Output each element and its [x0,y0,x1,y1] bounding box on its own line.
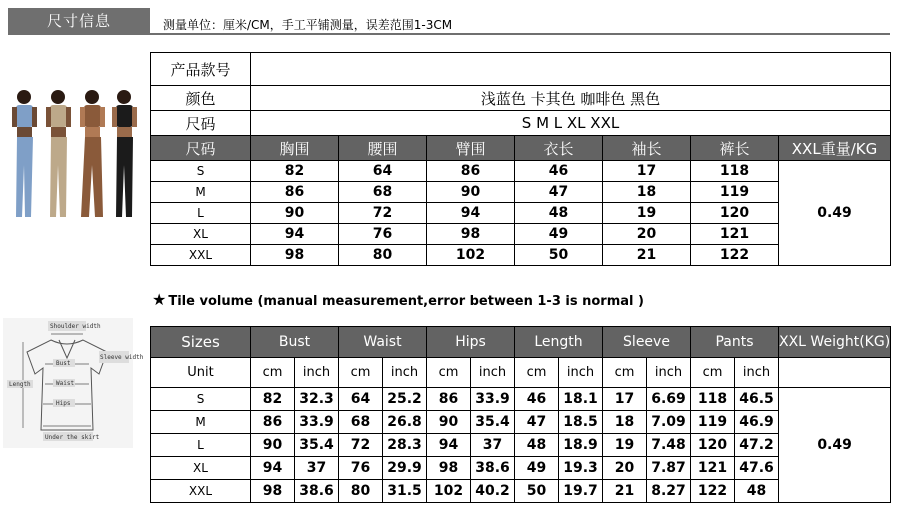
cell: 80 [339,245,427,266]
cell: 119 [691,182,779,203]
cell: 76 [339,457,383,480]
header-length: 衣长 [515,136,603,161]
color-value: 浅蓝色 卡其色 咖啡色 黑色 [251,86,891,111]
unit-cell: inch [735,358,779,388]
cell: 119 [691,411,735,434]
model-light-blue [12,90,37,217]
header-pants: Pants [691,327,779,358]
row-size: XL [151,224,251,245]
header-weight: XXL重量/KG [779,136,891,161]
cell: 32.3 [295,388,339,411]
header-sleeve: 袖长 [603,136,691,161]
cell: 120 [691,434,735,457]
unit-cell: inch [647,358,691,388]
cell: 50 [515,480,559,503]
cell: 118 [691,388,735,411]
unit-cell: inch [471,358,515,388]
size-rows [151,388,891,503]
cell: 37 [295,457,339,480]
measurement-note: 测量单位：厘米/CM，手工平铺测量，误差范围1-3CM [163,18,453,32]
cell: 68 [339,182,427,203]
cell: 21 [603,480,647,503]
cell: 19 [603,434,647,457]
cell: 86 [427,161,515,182]
product-code-value [251,53,891,86]
cell: 90 [427,182,515,203]
cell: 86 [427,388,471,411]
tile-volume-text: Tile volume (manual measurement,error between 1-3 is normal ) [168,294,644,309]
cell: 33.9 [471,388,515,411]
unit-cell: cm [691,358,735,388]
header-hips: 臂围 [427,136,515,161]
header-rule [8,33,890,35]
cell: 121 [691,457,735,480]
header-pants: 裤长 [691,136,779,161]
cell: 8.27 [647,480,691,503]
cell: 20 [603,224,691,245]
unit-row [151,358,891,388]
cell: 18 [603,411,647,434]
unit-cell: cm [339,358,383,388]
section-tab-size-info: 尺寸信息 [8,8,150,35]
models-photo [6,85,144,225]
cell: 7.09 [647,411,691,434]
unit-cell: cm [603,358,647,388]
cell: 33.9 [295,411,339,434]
cell: 72 [339,434,383,457]
cell: 120 [691,203,779,224]
cell: 72 [339,203,427,224]
cell: 98 [427,457,471,480]
cell: 94 [427,434,471,457]
label-length: Length [9,381,31,388]
cell: 40.2 [471,480,515,503]
cell: 46.9 [735,411,779,434]
cell: 46 [515,161,603,182]
cell: 46 [515,388,559,411]
header-length: Length [515,327,603,358]
unit-cell: inch [295,358,339,388]
cell: 38.6 [471,457,515,480]
cell: 35.4 [471,411,515,434]
cell: 80 [339,480,383,503]
cell: 48 [735,480,779,503]
cell: 47 [515,411,559,434]
cell: 82 [251,388,295,411]
size-list-value: S M L XL XXL [251,111,891,136]
cell: 28.3 [383,434,427,457]
header-size: 尺码 [151,136,251,161]
cell: 18.5 [559,411,603,434]
cell: 98 [251,480,295,503]
row-size: XL [151,457,251,480]
table-header-row [151,136,891,161]
unit-cell: inch [383,358,427,388]
cell: 94 [251,224,339,245]
cell: 46.5 [735,388,779,411]
model-coffee [80,90,105,217]
row-size: M [151,411,251,434]
cell: 25.2 [383,388,427,411]
row-size: M [151,182,251,203]
cell: 17 [603,388,647,411]
cell: 102 [427,480,471,503]
table-row [151,388,891,411]
label-under-skirt: Under the skirt [45,434,100,441]
cell: 48 [515,434,559,457]
cell: 90 [251,203,339,224]
tile-volume-note [152,290,644,309]
header-waist: Waist [339,327,427,358]
cell: 68 [339,411,383,434]
size-table-cn [150,52,891,266]
cell: 86 [251,182,339,203]
cell: 7.87 [647,457,691,480]
cell: 90 [427,411,471,434]
row-size: S [151,388,251,411]
cell: 98 [427,224,515,245]
cell: 64 [339,161,427,182]
color-row [151,86,891,111]
row-size: XXL [151,245,251,266]
weight-value: 0.49 [779,388,891,503]
model-black [112,90,137,217]
cell: 26.8 [383,411,427,434]
cell: 18.9 [559,434,603,457]
cell: 122 [691,245,779,266]
label-shoulder-width: Shoulder width [50,323,101,330]
weight-value: 0.49 [779,161,891,266]
product-code-row [151,53,891,86]
header-sizes: Sizes [151,327,251,358]
size-list-row [151,111,891,136]
header-sleeve: Sleeve [603,327,691,358]
cell: 17 [603,161,691,182]
unit-weight-blank [779,358,891,388]
cell: 102 [427,245,515,266]
cell: 118 [691,161,779,182]
cell: 19 [603,203,691,224]
cell: 21 [603,245,691,266]
cell: 49 [515,224,603,245]
row-size: L [151,434,251,457]
header-waist: 腰围 [339,136,427,161]
cell: 29.9 [383,457,427,480]
cell: 98 [251,245,339,266]
label-hips: Hips [56,400,71,407]
header-weight: XXL Weight(KG) [779,327,891,358]
header-bust: 胸围 [251,136,339,161]
product-code-label: 产品款号 [151,53,251,86]
cell: 86 [251,411,295,434]
row-size: XXL [151,480,251,503]
cell: 76 [339,224,427,245]
cell: 82 [251,161,339,182]
star-icon: ★ [152,290,167,309]
unit-cell: cm [427,358,471,388]
cell: 31.5 [383,480,427,503]
color-label: 颜色 [151,86,251,111]
cell: 38.6 [295,480,339,503]
label-waist: Waist [56,380,75,387]
cell: 122 [691,480,735,503]
cell: 18.1 [559,388,603,411]
unit-label: Unit [151,358,251,388]
cell: 7.48 [647,434,691,457]
header-bust: Bust [251,327,339,358]
row-size: S [151,161,251,182]
cell: 64 [339,388,383,411]
table-header-row [151,327,891,358]
cell: 90 [251,434,295,457]
unit-cell: cm [251,358,295,388]
cell: 35.4 [295,434,339,457]
cell: 19.3 [559,457,603,480]
table-row [151,161,891,182]
row-size: L [151,203,251,224]
header-hips: Hips [427,327,515,358]
model-khaki [46,90,71,217]
cell: 94 [251,457,295,480]
cell: 49 [515,457,559,480]
cell: 19.7 [559,480,603,503]
cell: 20 [603,457,647,480]
size-list-label: 尺码 [151,111,251,136]
cell: 47 [515,182,603,203]
measurement-diagram [3,318,144,448]
cell: 50 [515,245,603,266]
cell: 48 [515,203,603,224]
size-table-en [150,326,891,503]
cell: 94 [427,203,515,224]
unit-cell: cm [515,358,559,388]
unit-cell: inch [559,358,603,388]
cell: 18 [603,182,691,203]
label-sleeve-width: Sleeve width [100,354,144,361]
cell: 37 [471,434,515,457]
cell: 47.2 [735,434,779,457]
label-bust: Bust [56,360,71,367]
cell: 121 [691,224,779,245]
cell: 6.69 [647,388,691,411]
cell: 47.6 [735,457,779,480]
